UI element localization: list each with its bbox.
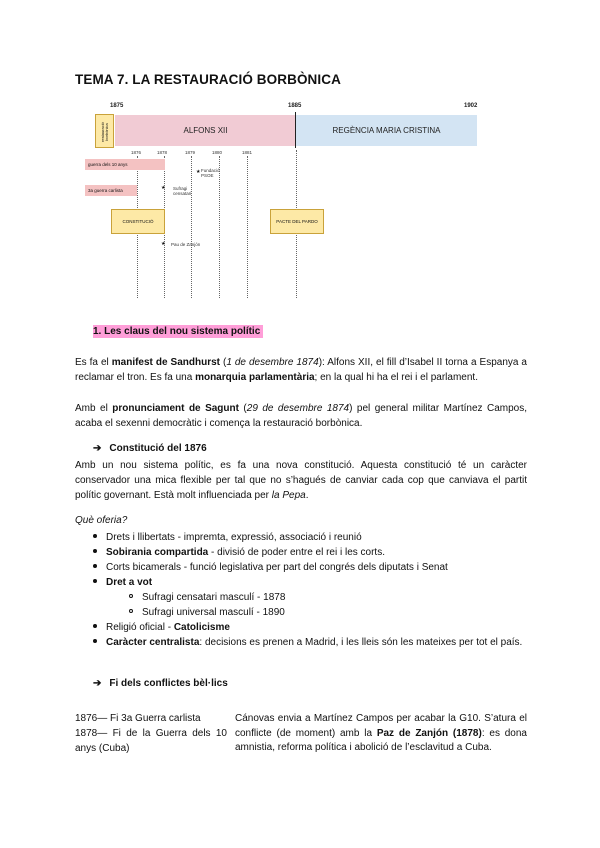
question-label: Què oferia? (75, 515, 128, 526)
tick-1880: 1880 (212, 150, 223, 155)
event-fi-guerra-carlista: 3a guerra carlista (85, 185, 137, 196)
table-left-1878: 1878— Fi de la Guerra dels 10 anys (Cuba) (75, 728, 227, 754)
bullet-dot-icon (93, 549, 97, 553)
section-1-title: 1. Les claus del nou sistema polític (93, 325, 263, 338)
paragraph-sandhurst: Es fa el manifest de Sandhurst (1 de desembre 1874): Alfons XII, el fill d’Isabel II torna a Espanya a reclamar el tron. Es fa una monarquia parlamentària; en la qual hi ha el rei i el parlament. (75, 357, 527, 384)
bullet-centralista: Caràcter centralista: decisions es prenen a Madrid, i les lleis són les mateixes per tot el país. (93, 635, 527, 650)
page-title: TEMA 7. LA RESTAURACIÓ BORBÒNICA (75, 72, 341, 87)
star-icon: ★ (161, 185, 166, 191)
event-psoe: Fundació PSOE (201, 168, 220, 178)
subheading-conflictes: ➔ Fi dels conflictes bèl·lics (93, 678, 228, 689)
arrow-icon: ➔ (93, 443, 102, 454)
arrow-icon: ➔ (93, 678, 102, 689)
star-icon: ★ (161, 241, 166, 247)
tick-1878: 1878 (157, 150, 168, 155)
event-sufragi: Sufragi censatari (173, 186, 192, 196)
timeline-restauracio-label: restauració borbònica (100, 122, 109, 142)
paragraph-constitucio: Amb un nou sistema polític, es fa una nova constitució. Aquesta constitució té un caràcter conservador una mica flexible per tal que no s’hagués de canviar cada cop que canviava el partit polític governant. Està molt influenciada per la Pepa. (75, 460, 527, 502)
bullet-corts: Corts bicamerals - funció legislativa per part del congrés dels diputats i Senat (93, 560, 448, 575)
event-constitucio: CONSTITUCIÓ (111, 209, 165, 234)
bullet-religio: Religió oficial - Catolicisme (93, 620, 230, 635)
timeline-regencia-band: REGÈNCIA MARIA CRISTINA (296, 115, 477, 146)
event-pacte-pardo: PACTE DEL PARDO (270, 209, 324, 234)
tick-1881: 1881 (242, 150, 253, 155)
subheading-constitucio: ➔ Constitució del 1876 (93, 443, 207, 454)
timeline-mid-year: 1885 (288, 103, 302, 109)
paragraph-sagunt: Amb el pronunciament de Sagunt (29 de desembre 1874) pel general militar Martínez Campos, acaba el sexenni democràtic i comença la restauració borbònica. (75, 403, 528, 430)
bullet-drets: Drets i llibertats - impremta, expressió, associació i reunió (93, 530, 362, 545)
bullet-dot-icon (93, 534, 97, 538)
event-fi-guerra-10-anys: guerra dels 10 anys (85, 159, 165, 170)
timeline-alfons-band: ALFONS XII (115, 115, 296, 146)
subbullet-universal: Sufragi universal masculí - 1890 (129, 605, 285, 620)
star-icon: ★ (196, 169, 201, 175)
timeline-divider (295, 112, 296, 148)
timeline-restauracio-box (95, 114, 114, 148)
bullet-dret-vot: Dret a vot (93, 575, 152, 590)
timeline-end-year: 1902 (464, 103, 478, 109)
subbullet-censatari: Sufragi censatari masculí - 1878 (129, 590, 285, 605)
tick-1879: 1879 (185, 150, 196, 155)
table-right-zanjon: Cánovas envia a Martínez Campos per acabar la G10. S’atura el conflicte (de moment) amb la Paz de Zanjón (1878): es dona amnistia, reforma política i abolició de l’esclavitud a Cuba. (235, 713, 527, 753)
bullet-sobirania: Sobirania compartida - divisió de poder entre el rei i les corts. (93, 545, 385, 560)
event-pau-zanjon: Pau de Zanjón (171, 242, 201, 247)
table-left-1876: 1876— Fi 3a Guerra carlista (75, 713, 201, 724)
tick-1876: 1876 (131, 150, 142, 155)
bullet-dot-icon (93, 624, 97, 628)
bullet-circle-icon (129, 609, 133, 613)
dash-1881 (247, 156, 248, 298)
bullet-dot-icon (93, 564, 97, 568)
dash-1879 (191, 156, 192, 298)
bullet-dot-icon (93, 579, 97, 583)
timeline-start-year: 1875 (110, 103, 124, 109)
bullet-dot-icon (93, 639, 97, 643)
bullet-circle-icon (129, 594, 133, 598)
